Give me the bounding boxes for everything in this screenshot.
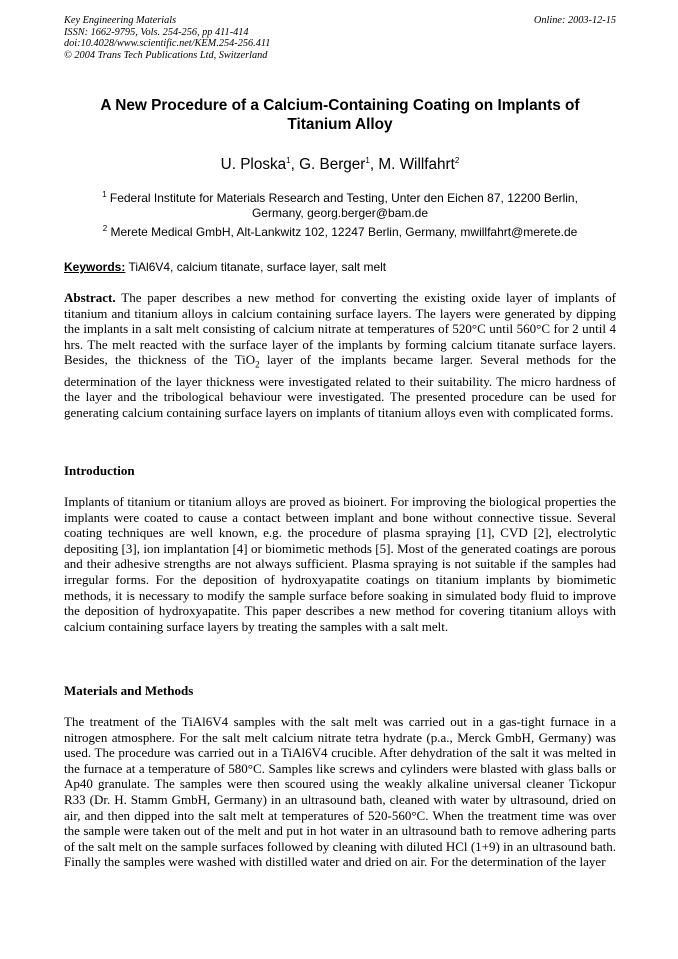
title-line-1: A New Procedure of a Calcium-Containing Coating on Implants of (100, 97, 580, 114)
title-line-2: Titanium Alloy (287, 115, 393, 133)
affiliation-text: Merete Medical GmbH, Alt-Lankwitz 102, 12247 Berlin, Germany, mwillfahrt@merete.de (110, 225, 578, 239)
keywords-text: TiAl6V4, calcium titanate, surface layer, salt melt (128, 260, 387, 274)
keywords (64, 260, 616, 275)
author-affiliation-mark: 2 (454, 156, 460, 165)
materials-methods-paragraph: The treatment of the TiAl6V4 samples with the salt melt was carried out in a gas-tight furnace in a nitrogen atmosphere. For the salt melt calcium nitrate tetra hydrate (p.a., Merck GmbH, Germany) was used. The procedure was carried out in a TiAl6V4 crucible. After dehydration of the salt it was melted in the furnace at a temperature of 580°C. Samples like screws and cylinders were blasted with glass balls or Ap40 granulate. The samples were then scoured using the weakly alkaline universal cleaner Tickopur R33 (Dr. H. Stamm GmbH, Germany) in an ultrasound bath, cleaned with water by ultrasound, dried on air, and then dipped into the salt melt at temperatures of 520-560°C. When the treatment time was over the sample were taken out of the melt and put in hot water in an ultrasound bath to remove adhering parts of the salt melt on the sample surfaces followed by cleaning with diluted HCl (1+9) in an ultrasound bath. Finally the samples were washed with distilled water and dried on air. For the determination of the layer (64, 714, 616, 870)
abstract-text-part-2: layer of the implants became larger. Several methods for the determination of the layer thickness were investigated related to their suitability. The micro hardness of the layer and the tribological behaviour were investigated. The presented procedure can be used for generating calcium containing surface layers on implants of titanium alloys even with complicated forms. (64, 352, 617, 420)
affiliation-1-continued: Germany, georg.berger@bam.de (251, 206, 429, 220)
journal-name: Key Engineering Materials (64, 15, 177, 26)
abstract-label: Abstract. (64, 290, 116, 305)
author-list: U. Ploska$^1$, G. Berger$^1$, M. Willfahrt$^2$ (220, 156, 460, 174)
introduction-paragraph: Implants of titanium or titanium alloys are proved as bioinert. For improving the biological properties the implants were coated to cause a contact between implant and bone without connective tissue. Several coating techniques are well known, e.g. the procedure of plasma spraying [1], CVD [2], electrolytic depositing [3], ion implantation [4] or biomimetic methods [5]. Most of the generated coatings are porous and their adhesive strengths are not always sufficient. Plasma spraying is not suitable if the samples had irregular forms. For the deposition of hydroxyapatite coatings on titanium implants by biomimetic methods, it is necessary to modify the sample surface before soaking in simulated body fluid to improve the deposition of hydroxyapatite. This paper describes a new method for covering titanium alloys with calcium containing surface layers by treating the samples with a salt melt. (64, 494, 616, 634)
author-affiliation-mark: 1 (286, 156, 291, 165)
publication-header (64, 15, 616, 61)
affiliation-1 (64, 187, 616, 206)
author-name: G. Berger (299, 156, 366, 174)
copyright-line: © 2004 Trans Tech Publications Ltd, Switzerland (64, 49, 268, 61)
affiliation-number: 2 (102, 224, 108, 233)
issn-line: ISSN: 1662-9795, Vols. 254-256, pp 411-414 (64, 26, 249, 38)
online-date: Online: 2003-12-15 (533, 15, 616, 26)
affiliation-text: Federal Institute for Materials Research and Testing, Unter den Eichen 87, 12200 Berlin, (109, 191, 578, 205)
paper-title (64, 97, 616, 134)
abstract (64, 290, 616, 420)
tio2-subscript: 2 (255, 359, 260, 370)
affiliation-number: 1 (102, 190, 107, 199)
section-heading-introduction: Introduction (64, 463, 135, 478)
section-heading-materials-methods: Materials and Methods (64, 683, 194, 698)
author-name: M. Willfahrt (378, 156, 455, 174)
affiliation-2 (64, 221, 616, 240)
affiliations (64, 187, 616, 240)
doi-line: doi:10.4028/www.scientific.net/KEM.254-256.411 (64, 38, 271, 50)
abstract-text-part-1: The paper describes a new method for converting the existing oxide layer of implants of titanium and titanium alloys in calcium containing surface layers. The layers were generated by dipping the implants in a salt melt consisting of calcium nitrate at temperatures of 520°C until 560°C for 2 until 4 hrs. The melt reacted with the surface layer of the implants by forming calcium titanate surface layers. Besides, the thickness of the TiO (64, 290, 616, 368)
author-affiliation-mark: 1 (365, 156, 370, 165)
author-name: U. Ploska (220, 156, 287, 174)
keywords-label: Keywords: (64, 260, 126, 274)
